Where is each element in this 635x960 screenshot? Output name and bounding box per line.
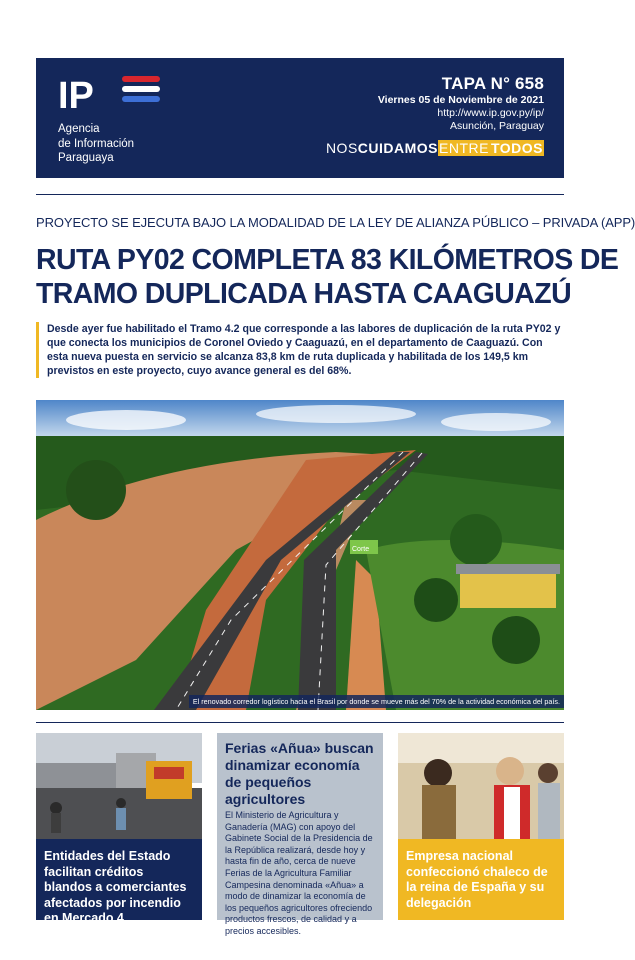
issue-number: TAPA N° 658 — [441, 74, 544, 93]
agency-url[interactable]: http://www.ip.gov.py/ip/ — [437, 107, 544, 119]
divider — [36, 722, 564, 723]
agency-line: de Información — [58, 137, 135, 150]
slogan-part: TODOS — [490, 140, 543, 156]
article-lead: Desde ayer fue habilitado el Tramo 4.2 que corresponde a las labores de duplicación de la ruta PY02 y que conecta los municipios de Coronel Oviedo y Caaguazú, en el departamento de Caaguazú. Con esta nueva puesta en servicio se alcanza 83,8 km de ruta duplicada y habilitada de los 149,5 km previstos en este proyecto, cuyo avance general es del 68%. — [36, 322, 564, 378]
logo-letters: IP — [58, 75, 94, 117]
title-line: TRAMO DUPLICADA HASTA CAAGUAZÚ — [36, 278, 572, 310]
agency-line: Agencia — [58, 123, 100, 135]
roadside-sign-text: Corte — [352, 546, 370, 553]
issue-info — [378, 74, 544, 133]
story-title: Ferias «Añua» buscan dinamizar economía de pequeños agricultores — [225, 740, 374, 807]
highway-illustration — [36, 400, 564, 710]
photo-caption: El renovado corredor logístico hacia el Brasil por donde se mueve más del 70% de la actividad económica del país. — [189, 695, 564, 708]
slogan — [326, 140, 544, 156]
issue-date: Viernes 05 de Noviembre de 2021 — [377, 94, 544, 106]
agency-line: Paraguaya — [58, 152, 114, 164]
slogan-part: ENTRE — [439, 140, 489, 156]
masthead — [36, 58, 564, 178]
highway-photo — [36, 400, 564, 710]
story-title: Entidades del Estado facilitan créditos blandos a comerciantes afectados por incendio en Mercado 4 — [36, 839, 202, 920]
queen-visit-photo — [398, 733, 564, 839]
article-title — [36, 243, 619, 311]
story-body: El Ministerio de Agricultura y Ganadería (MAG) con apoyo del Gabinete Social de la Presidencia de la República realizará, desde hoy y hasta fin de año, cerca de nueve Ferias de la Agricultura Familiar Campesina denominada «Añua» a modo de dinamizar la economía de los pequeños agricultores ofreciendo productos frescos, de calidad y a precios accesibles. — [225, 810, 373, 936]
agency-name — [58, 122, 134, 166]
fire-scene-photo — [36, 733, 202, 839]
story-title: Empresa nacional confeccionó chaleco de la reina de España y su delegación — [398, 839, 564, 920]
story-mercado4[interactable] — [36, 733, 202, 925]
article-kicker: PROYECTO SE EJECUTA BAJO LA MODALIDAD DE LA LEY DE ALIANZA PÚBLICO – PRIVADA (APP) — [36, 215, 635, 230]
story-ferias-anua[interactable] — [217, 733, 383, 936]
divider — [36, 194, 564, 195]
agency-city: Asunción, Paraguay — [450, 120, 544, 132]
slogan-part: CUIDAMOS — [357, 140, 439, 156]
story-chaleco-reina[interactable] — [398, 733, 564, 920]
slogan-part: NOS — [325, 140, 358, 156]
ip-logo — [58, 68, 168, 118]
title-line: RUTA PY02 COMPLETA 83 KILÓMETROS DE — [36, 244, 619, 276]
